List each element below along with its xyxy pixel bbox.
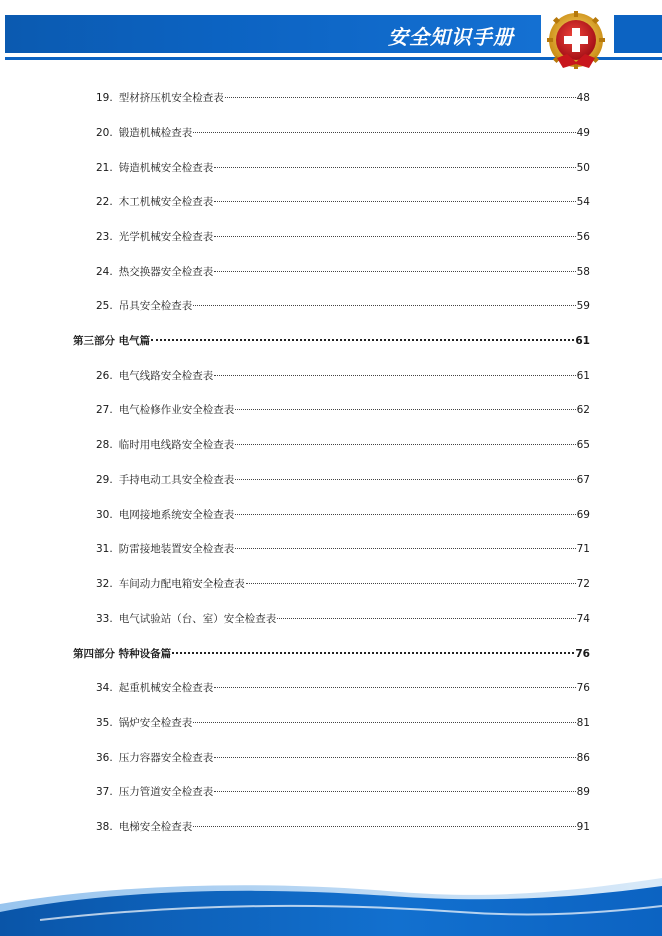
toc-section-title: 第四部分 特种设备篇 <box>73 648 172 660</box>
toc-entry-page: 81 <box>576 717 590 729</box>
toc-entry[interactable] <box>96 716 590 730</box>
toc-entry-number: 21. <box>96 162 113 174</box>
toc-entry-title: 电梯安全检查表 <box>118 821 193 833</box>
toc-entry-title: 木工机械安全检查表 <box>118 196 214 208</box>
toc-leader-dots <box>193 722 575 723</box>
toc-entry-page: 62 <box>576 404 590 416</box>
toc-leader-dots <box>214 375 575 376</box>
toc-entry-page: 86 <box>576 752 590 764</box>
toc-entry-page: 74 <box>576 613 590 625</box>
toc-entry[interactable] <box>96 161 590 175</box>
toc-entry-number: 28. <box>96 439 113 451</box>
toc-entry-number: 19. <box>96 92 113 104</box>
toc-entry-page: 58 <box>576 266 590 278</box>
toc-entry[interactable] <box>96 91 590 105</box>
toc-entry-page: 48 <box>576 92 590 104</box>
toc-entry-page: 54 <box>576 196 590 208</box>
toc-entry-number: 30. <box>96 509 113 521</box>
toc-section-page: 76 <box>575 648 590 660</box>
toc-entry-title: 热交换器安全检查表 <box>118 266 214 278</box>
toc-leader-dots <box>235 444 575 445</box>
toc-entry-page: 59 <box>576 300 590 312</box>
toc-entry-title: 压力容器安全检查表 <box>118 752 214 764</box>
toc-leader-dots <box>214 791 575 792</box>
toc-entry-page: 71 <box>576 543 590 555</box>
toc-entry-number: 29. <box>96 474 113 486</box>
toc-entry-title: 电气线路安全检查表 <box>118 370 214 382</box>
toc-entry-number: 26. <box>96 370 113 382</box>
toc-entry-number: 31. <box>96 543 113 555</box>
toc-entry[interactable] <box>96 751 590 765</box>
toc-entry-title: 型材挤压机安全检查表 <box>118 92 224 104</box>
toc-entry[interactable] <box>96 369 590 383</box>
safety-cross-emblem-icon <box>543 10 611 72</box>
toc-entry[interactable] <box>96 403 590 417</box>
toc-leader-dots <box>151 339 574 341</box>
toc-entry-page: 61 <box>576 370 590 382</box>
toc-entry[interactable] <box>96 785 590 799</box>
toc-entry-page: 56 <box>576 231 590 243</box>
toc-entry-page: 72 <box>576 578 590 590</box>
toc-entry[interactable] <box>96 820 590 834</box>
header-band-right <box>614 15 662 53</box>
toc-entry[interactable] <box>96 265 590 279</box>
toc-entry-number: 34. <box>96 682 113 694</box>
toc-entry-page: 67 <box>576 474 590 486</box>
toc-entry-title: 吊具安全检查表 <box>118 300 193 312</box>
toc-entry-title: 防雷接地装置安全检查表 <box>118 543 235 555</box>
toc-section-page: 61 <box>575 335 590 347</box>
toc-entry-number: 36. <box>96 752 113 764</box>
toc-entry-number: 25. <box>96 300 113 312</box>
toc-entry[interactable] <box>96 577 590 591</box>
toc-entry[interactable] <box>96 508 590 522</box>
toc-entry-title: 电气检修作业安全检查表 <box>118 404 235 416</box>
toc-entry-title: 锅炉安全检查表 <box>118 717 193 729</box>
toc-leader-dots <box>214 201 575 202</box>
toc-leader-dots <box>214 167 575 168</box>
toc-leader-dots <box>214 271 575 272</box>
toc-leader-dots <box>235 548 575 549</box>
toc-entry[interactable] <box>96 438 590 452</box>
toc-entry-title: 铸造机械安全检查表 <box>118 162 214 174</box>
toc-entry[interactable] <box>96 126 590 140</box>
toc-entry-page: 76 <box>576 682 590 694</box>
toc-section-heading[interactable] <box>73 334 590 348</box>
toc-entry-title: 手持电动工具安全检查表 <box>118 474 235 486</box>
toc-section-heading[interactable] <box>73 647 590 661</box>
toc-leader-dots <box>193 132 575 133</box>
toc-entry-title: 起重机械安全检查表 <box>118 682 214 694</box>
toc-leader-dots <box>172 652 574 654</box>
toc-entry-number: 37. <box>96 786 113 798</box>
toc-entry-page: 49 <box>576 127 590 139</box>
toc-entry[interactable] <box>96 542 590 556</box>
toc-leader-dots <box>214 687 575 688</box>
toc-entry[interactable] <box>96 230 590 244</box>
toc-entry-title: 电气试验站（台、室）安全检查表 <box>118 613 277 625</box>
toc-leader-dots <box>193 826 575 827</box>
toc-entry[interactable] <box>96 612 590 626</box>
toc-entry-number: 33. <box>96 613 113 625</box>
toc-leader-dots <box>214 757 575 758</box>
toc-entry-title: 光学机械安全检查表 <box>118 231 214 243</box>
toc-entry-number: 38. <box>96 821 113 833</box>
toc-entry-page: 50 <box>576 162 590 174</box>
toc-entry-number: 35. <box>96 717 113 729</box>
toc-entry-number: 24. <box>96 266 113 278</box>
toc-entry-number: 32. <box>96 578 113 590</box>
footer-wave <box>0 860 662 936</box>
toc-leader-dots <box>246 583 576 584</box>
toc-entry-number: 22. <box>96 196 113 208</box>
toc-leader-dots <box>235 409 575 410</box>
toc-entry-number: 27. <box>96 404 113 416</box>
toc-entry[interactable] <box>96 473 590 487</box>
header-title: 安全知识手册 <box>388 25 514 49</box>
toc-leader-dots <box>193 305 575 306</box>
toc-entry-title: 临时用电线路安全检查表 <box>118 439 235 451</box>
toc-leader-dots <box>214 236 575 237</box>
toc-entry-page: 65 <box>576 439 590 451</box>
toc-entry-title: 车间动力配电箱安全检查表 <box>118 578 245 590</box>
page-header <box>0 0 662 72</box>
toc-entry-number: 20. <box>96 127 113 139</box>
toc-section-title: 第三部分 电气篇 <box>73 335 151 347</box>
toc-entry-page: 69 <box>576 509 590 521</box>
toc-entry[interactable] <box>96 195 590 209</box>
toc-entry-title: 电网接地系统安全检查表 <box>118 509 235 521</box>
toc-leader-dots <box>235 479 575 480</box>
toc-entry-title: 压力管道安全检查表 <box>118 786 214 798</box>
toc-entry-number: 23. <box>96 231 113 243</box>
toc-entry-page: 89 <box>576 786 590 798</box>
toc-entry[interactable] <box>96 681 590 695</box>
toc-entry-title: 锻造机械检查表 <box>118 127 193 139</box>
toc-entry-page: 91 <box>576 821 590 833</box>
toc-leader-dots <box>277 618 575 619</box>
toc-entry[interactable] <box>96 299 590 313</box>
toc-leader-dots <box>225 97 576 98</box>
toc-leader-dots <box>235 514 575 515</box>
